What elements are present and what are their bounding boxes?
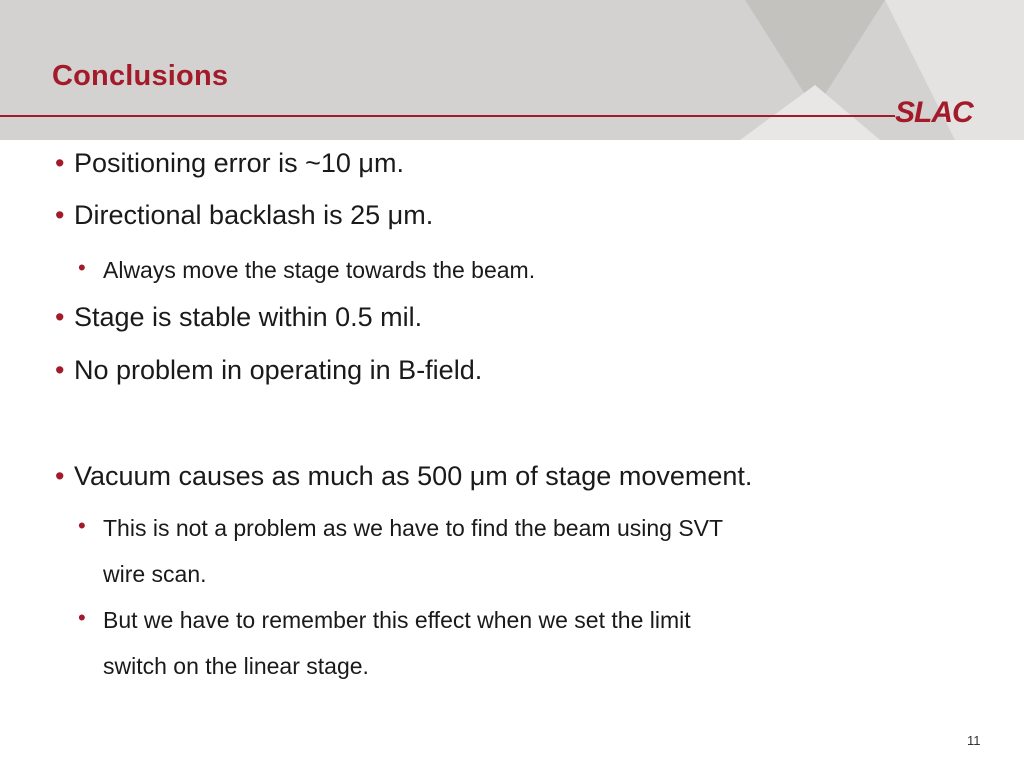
page-number: 11 <box>967 733 981 748</box>
bullet-icon: • <box>55 148 65 178</box>
bullet-item <box>55 461 752 492</box>
bullet-text-line-2: wire scan. <box>103 561 207 587</box>
sub-bullet-item <box>78 247 535 293</box>
bullet-item <box>55 302 422 333</box>
bullet-text: Stage is stable within 0.5 mil. <box>74 302 423 332</box>
slide-title: Conclusions <box>52 60 229 92</box>
sub-bullet-item <box>78 505 723 597</box>
bullet-text: Always move the stage towards the beam. <box>103 257 536 283</box>
bullet-item <box>55 200 433 231</box>
bullet-text: No problem in operating in B-field. <box>74 355 483 385</box>
bullet-icon: • <box>55 461 65 491</box>
bullet-icon: • <box>78 255 86 280</box>
bullet-icon: • <box>55 302 65 332</box>
bullet-item <box>55 148 404 179</box>
bullet-item <box>55 355 482 386</box>
bullet-icon: • <box>55 200 65 230</box>
bullet-text: Positioning error is ~10 μm. <box>74 148 404 178</box>
bullet-icon: • <box>55 355 65 385</box>
slac-logo: SLAC <box>895 96 973 129</box>
sub-bullet-item <box>78 597 691 689</box>
bullet-text: Vacuum causes as much as 500 μm of stage movement. <box>74 461 753 491</box>
bullet-text: Directional backlash is 25 μm. <box>74 200 434 230</box>
bullet-icon: • <box>78 513 86 538</box>
bullet-text-line-2: switch on the linear stage. <box>103 653 369 679</box>
bullet-icon: • <box>78 605 86 630</box>
bullet-text-line-1: But we have to remember this effect when we set the limit <box>103 607 691 633</box>
bullet-text-line-1: This is not a problem as we have to find the beam using SVT <box>103 515 724 541</box>
